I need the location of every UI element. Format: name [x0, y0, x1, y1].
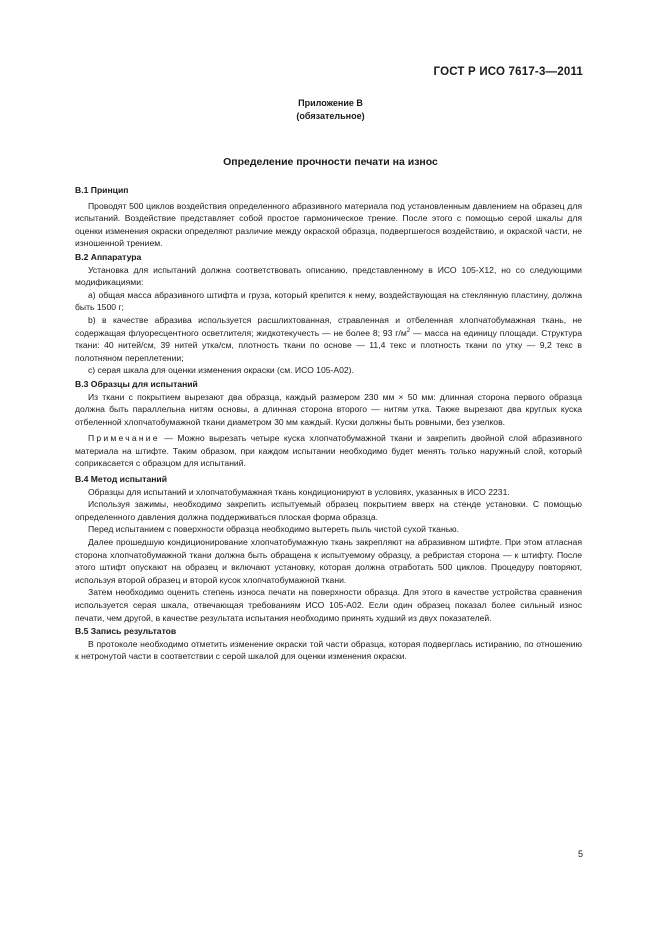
list-item-b-text: b) в качестве абразива используется расшлихтованная, стравленная и отбеленная хлопчатобумажная ткань, не содержащая флуоресцентного осветлителя; жидкотекучесть — не более 8; 93 г/м [75, 314, 582, 338]
paragraph: Перед испытанием с поверхности образца необходимо вытереть пыль чистой сухой тканью. [88, 524, 460, 535]
section-heading-b3: В.3 Образцы для испытаний [75, 378, 198, 389]
section-heading-b5: В.5 Запись результатов [75, 626, 177, 637]
page-number: 5 [577, 849, 583, 859]
document-body [75, 184, 582, 663]
list-item-b-text-cont: — масса на единицу площади. Структура ткани: 40 нитей/см, 39 нитей утка/см, плотность ткани по основе — 11,4 текс и плотность ткани по утку — 9,2 текс в полотняном переплетении; [75, 327, 582, 363]
superscript: 2 [406, 327, 411, 334]
annex-heading [0, 97, 661, 123]
paragraph: Проводят 500 циклов воздействия определенного абразивного материала под установленным давлением на образец для испытаний. Воздействие представляет собой простое гармоническое трение. После этого с помощью серой шкалы для оценки изменения окраски определяют различие между окраской образца, подвергшегося воздействию, и окраской части, не изношенной трением. [75, 200, 582, 249]
paragraph: Далее прошедшую кондиционирование хлопчатобумажную ткань закрепляют на абразивном штифте. При этом атласная сторона хлопчатобумажной ткани должна быть обращена к испытуемому образцу, а ребристая сторона — к штифту. После этого штифт опускают на образец и включают установку, которая должна отработать 500 циклов. Процедуру повторяют, используя второй образец и второй кусок хлопчатобумажной ткани. [75, 537, 582, 585]
paragraph: В протоколе необходимо отметить изменение окраски той части образца, которая подверглась истиранию, по отношению к нетронутой части в соответствии с серой шкалой для оценки изменения окраски. [75, 638, 582, 662]
note [75, 432, 582, 470]
standard-designation: ГОСТ Р ИСО 7617-3—2011 [433, 66, 583, 78]
paragraph: Используя зажимы, необходимо закрепить испытуемый образец покрытием вверх на стенде установки. С помощью определенного давления должна поддерживаться плоская форма образца. [75, 499, 582, 522]
annex-title: Приложение В [298, 98, 363, 108]
annex-subtitle: (обязательное) [296, 111, 365, 121]
paragraph: Установка для испытаний должна соответствовать описанию, представленному в ИСО 105-Х12, но со следующими модификациями: [75, 264, 582, 288]
paragraph: Образцы для испытаний и хлопчатобумажная ткань кондиционируют в условиях, указанных в ИСО 2231. [88, 486, 510, 497]
section-heading-b1: В.1 Принцип [75, 185, 129, 195]
note-text: — Можно вырезать четыре куска хлопчатобумажной ткани и закрепить двойной слой абразивного материала на штифте. Таким образом, при каждом испытании необходимо будет менять только наружный слой, который соприкасается с образцом для испытаний. [75, 433, 582, 469]
list-item-b [75, 314, 582, 364]
list-item-a: а) общая масса абразивного штифта и груза, который крепится к нему, воздействующая на стеклянную пластину, должна быть 1500 г; [75, 289, 582, 313]
paragraph: Затем необходимо оценить степень износа печати на поверхности образца. Для этого в качестве устройства сравнения используется серая шкала, отвечающая требованиям ИСО 105-А02. Если один образец показал более сильный износ печати, чем другой, в качестве результата испытания необходимо принять худший из двух показателей. [75, 587, 582, 623]
list-item-c: с) серая шкала для оценки изменения окраски (см. ИСО 105-А02). [88, 365, 354, 376]
section-heading-b4: В.4 Метод испытаний [75, 474, 167, 485]
paragraph: Из ткани с покрытием вырезают два образца, каждый размером 230 мм × 50 мм: длинная сторона первого образца должна быть параллельна нитям основы, а длинная сторона второго — нитям утка. Также вырезают два круглых куска отбеленной хлопчатобумажной ткани диаметром 30 мм каждый. Куски должны быть ровными, без узелков. [75, 391, 582, 427]
note-label: Примечание [88, 433, 160, 444]
section-heading-b2: В.2 Аппаратура [75, 251, 142, 262]
document-title: Определение прочности печати на износ [223, 156, 438, 168]
